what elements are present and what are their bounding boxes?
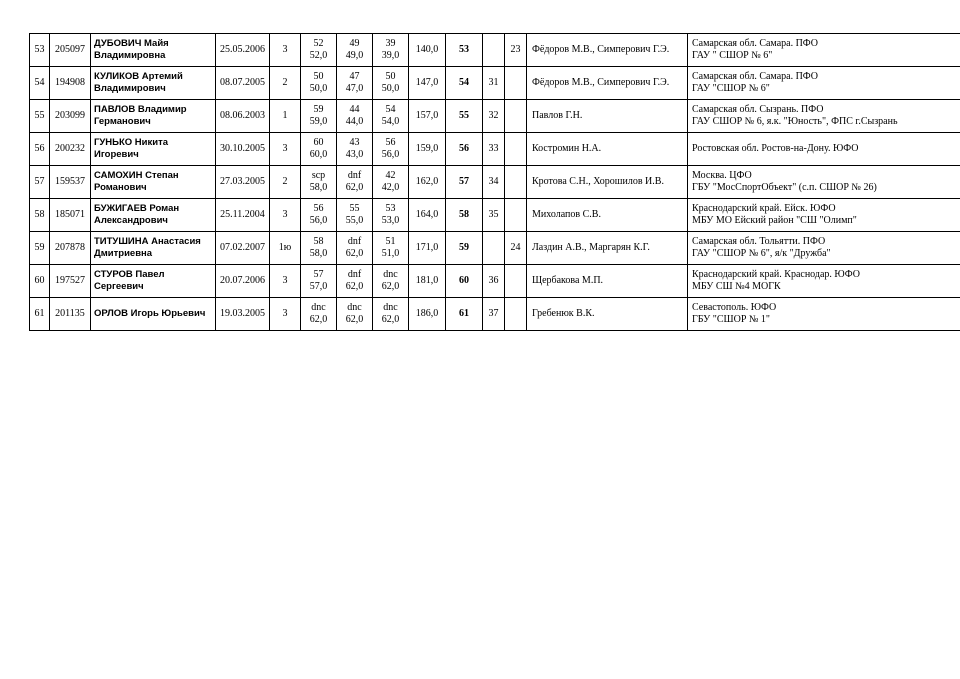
table-row: [30, 166, 960, 199]
coach-names: Костромин Н.А.: [527, 133, 688, 166]
race-3-result: 39 39,0: [373, 34, 409, 67]
group-place-1: [483, 232, 505, 265]
race-1-result: dnc 62,0: [301, 298, 337, 331]
region-organization: Самарская обл. Сызрань. ПФО ГАУ СШОР № 6, я.к. "Юность", ФПС г.Сызрань: [688, 100, 960, 133]
region-organization: Краснодарский край. Ейск. ЮФО МБУ МО Ейский район "СШ "Олимп": [688, 199, 960, 232]
overall-place: 61: [446, 298, 483, 331]
athlete-name: ГУНЬКО Никита Игоревич: [91, 133, 216, 166]
total-points: 147,0: [409, 67, 446, 100]
race-1-result: 60 60,0: [301, 133, 337, 166]
group-place-2: [505, 166, 527, 199]
race-2-result: dnf 62,0: [337, 232, 373, 265]
region-organization: Москва. ЦФО ГБУ "МосСпортОбъект" (с.п. СШОР № 26): [688, 166, 960, 199]
row-number: 55: [30, 100, 50, 133]
race-2-result: 47 47,0: [337, 67, 373, 100]
race-3-result: 56 56,0: [373, 133, 409, 166]
overall-place: 59: [446, 232, 483, 265]
race-3-result: 54 54,0: [373, 100, 409, 133]
race-3-result: 42 42,0: [373, 166, 409, 199]
race-3-result: 51 51,0: [373, 232, 409, 265]
sail-number: 201135: [50, 298, 91, 331]
overall-place: 54: [446, 67, 483, 100]
race-1-result: 50 50,0: [301, 67, 337, 100]
row-number: 61: [30, 298, 50, 331]
birth-date: 20.07.2006: [216, 265, 270, 298]
coach-names: Кротова С.Н., Хорошилов И.В.: [527, 166, 688, 199]
race-1-result: 56 56,0: [301, 199, 337, 232]
athlete-name: СТУРОВ Павел Сергеевич: [91, 265, 216, 298]
coach-names: Фёдоров М.В., Симперович Г.Э.: [527, 34, 688, 67]
coach-names: Лаздин А.В., Маргарян К.Г.: [527, 232, 688, 265]
row-number: 59: [30, 232, 50, 265]
birth-date: 30.10.2005: [216, 133, 270, 166]
race-1-result: 52 52,0: [301, 34, 337, 67]
table-row: [30, 265, 960, 298]
group-place-1: 32: [483, 100, 505, 133]
athlete-name: САМОХИН Степан Романович: [91, 166, 216, 199]
row-number: 58: [30, 199, 50, 232]
race-3-result: dnc 62,0: [373, 265, 409, 298]
race-1-result: 58 58,0: [301, 232, 337, 265]
birth-date: 27.03.2005: [216, 166, 270, 199]
coach-names: Фёдоров М.В., Симперович Г.Э.: [527, 67, 688, 100]
sport-rank: 2: [270, 166, 301, 199]
coach-names: Павлов Г.Н.: [527, 100, 688, 133]
region-organization: Ростовская обл. Ростов-на-Дону. ЮФО: [688, 133, 960, 166]
overall-place: 57: [446, 166, 483, 199]
sport-rank: 3: [270, 34, 301, 67]
group-place-2: [505, 199, 527, 232]
race-2-result: 44 44,0: [337, 100, 373, 133]
table-row: [30, 67, 960, 100]
region-organization: Севастополь. ЮФО ГБУ "СШОР № 1": [688, 298, 960, 331]
group-place-2: 23: [505, 34, 527, 67]
sport-rank: 2: [270, 67, 301, 100]
overall-place: 55: [446, 100, 483, 133]
race-3-result: 53 53,0: [373, 199, 409, 232]
race-1-result: scp 58,0: [301, 166, 337, 199]
region-organization: Самарская обл. Самара. ПФО ГАУ " СШОР № 6": [688, 34, 960, 67]
table-row: [30, 298, 960, 331]
table-row: [30, 100, 960, 133]
sport-rank: 1: [270, 100, 301, 133]
sail-number: 207878: [50, 232, 91, 265]
table-row: [30, 232, 960, 265]
sail-number: 197527: [50, 265, 91, 298]
group-place-1: 31: [483, 67, 505, 100]
race-2-result: dnf 62,0: [337, 166, 373, 199]
coach-names: Гребенюк В.К.: [527, 298, 688, 331]
coach-names: Щербакова М.П.: [527, 265, 688, 298]
birth-date: 08.07.2005: [216, 67, 270, 100]
table-row: [30, 199, 960, 232]
total-points: 164,0: [409, 199, 446, 232]
athlete-name: ТИТУШИНА Анастасия Дмитриевна: [91, 232, 216, 265]
race-2-result: 55 55,0: [337, 199, 373, 232]
row-number: 57: [30, 166, 50, 199]
sail-number: 200232: [50, 133, 91, 166]
birth-date: 25.11.2004: [216, 199, 270, 232]
group-place-1: 34: [483, 166, 505, 199]
birth-date: 07.02.2007: [216, 232, 270, 265]
coach-names: Михолапов С.В.: [527, 199, 688, 232]
group-place-1: 35: [483, 199, 505, 232]
group-place-2: [505, 100, 527, 133]
total-points: 186,0: [409, 298, 446, 331]
total-points: 157,0: [409, 100, 446, 133]
results-table: [29, 33, 960, 331]
sail-number: 185071: [50, 199, 91, 232]
group-place-2: [505, 298, 527, 331]
race-2-result: 43 43,0: [337, 133, 373, 166]
region-organization: Самарская обл. Тольятти. ПФО ГАУ "СШОР № 6", я/к "Дружба": [688, 232, 960, 265]
athlete-name: КУЛИКОВ Артемий Владимирович: [91, 67, 216, 100]
sport-rank: 1ю: [270, 232, 301, 265]
row-number: 54: [30, 67, 50, 100]
birth-date: 08.06.2003: [216, 100, 270, 133]
group-place-2: [505, 67, 527, 100]
total-points: 171,0: [409, 232, 446, 265]
sport-rank: 3: [270, 298, 301, 331]
overall-place: 53: [446, 34, 483, 67]
sport-rank: 3: [270, 133, 301, 166]
results-body: [30, 34, 960, 331]
group-place-2: 24: [505, 232, 527, 265]
sail-number: 194908: [50, 67, 91, 100]
athlete-name: БУЖИГАЕВ Роман Александрович: [91, 199, 216, 232]
sail-number: 203099: [50, 100, 91, 133]
row-number: 56: [30, 133, 50, 166]
total-points: 181,0: [409, 265, 446, 298]
race-1-result: 59 59,0: [301, 100, 337, 133]
region-organization: Краснодарский край. Краснодар. ЮФО МБУ СШ №4 МОГК: [688, 265, 960, 298]
race-2-result: dnc 62,0: [337, 298, 373, 331]
total-points: 140,0: [409, 34, 446, 67]
group-place-1: 36: [483, 265, 505, 298]
table-row: [30, 34, 960, 67]
group-place-1: 33: [483, 133, 505, 166]
athlete-name: ПАВЛОВ Владимир Германович: [91, 100, 216, 133]
total-points: 162,0: [409, 166, 446, 199]
race-1-result: 57 57,0: [301, 265, 337, 298]
athlete-name: ОРЛОВ Игорь Юрьевич: [91, 298, 216, 331]
birth-date: 19.03.2005: [216, 298, 270, 331]
race-2-result: 49 49,0: [337, 34, 373, 67]
sport-rank: 3: [270, 265, 301, 298]
group-place-1: [483, 34, 505, 67]
group-place-2: [505, 265, 527, 298]
race-2-result: dnf 62,0: [337, 265, 373, 298]
sail-number: 159537: [50, 166, 91, 199]
group-place-1: 37: [483, 298, 505, 331]
overall-place: 60: [446, 265, 483, 298]
region-organization: Самарская обл. Самара. ПФО ГАУ "СШОР № 6": [688, 67, 960, 100]
race-3-result: 50 50,0: [373, 67, 409, 100]
group-place-2: [505, 133, 527, 166]
sport-rank: 3: [270, 199, 301, 232]
table-row: [30, 133, 960, 166]
row-number: 53: [30, 34, 50, 67]
overall-place: 58: [446, 199, 483, 232]
row-number: 60: [30, 265, 50, 298]
overall-place: 56: [446, 133, 483, 166]
sail-number: 205097: [50, 34, 91, 67]
birth-date: 25.05.2006: [216, 34, 270, 67]
athlete-name: ДУБОВИЧ Майя Владимировна: [91, 34, 216, 67]
race-3-result: dnc 62,0: [373, 298, 409, 331]
total-points: 159,0: [409, 133, 446, 166]
